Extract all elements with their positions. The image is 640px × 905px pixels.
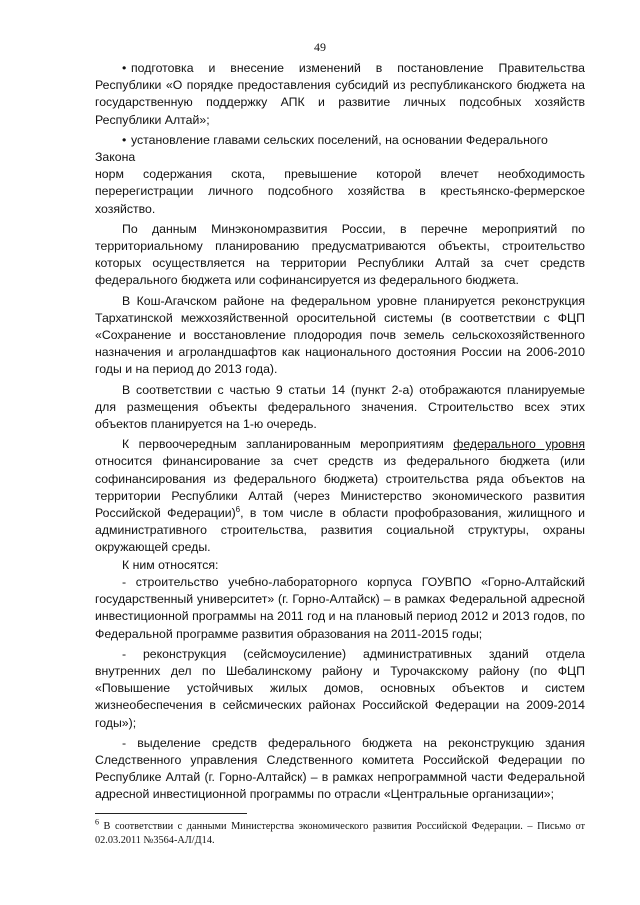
dash-item: - строительство учебно-лабораторного корпуса ГОУВПО «Горно-Алтайский государственный университет» (г. Горно-Алтайск) – в рамках Федеральной адресной инвестиционной программы на 2011 год и на плановый период 2012 и 2013 годов, по Федеральной программе развития образования на 2011-2015 годы; [95,574,585,641]
footnote [95,817,585,847]
paragraph: В соответствии с частью 9 статьи 14 (пункт 2-а) отображаются планируемые для размещения объекты федерального значения. Строительство всех этих объектов планируется на 1-ю очередь. [95,382,585,432]
dash-item: - реконструкция (сейсмоусиление) административных зданий отдела внутренних дел по Шебалинскому району и Турочакскому району (по ФЦП «Повышение устойчивых жилых домов, основных объектов и систем жизнеобеспечения в сейсмических районах Российской Федерации на 2009-2014 годы»); [95,646,585,730]
bullet-item [95,60,585,129]
paragraph: По данным Минэкономразвития России, в перечне мероприятий по территориальному планированию предусматриваются объекты, строительство которых осуществляется на территории Республики Алтай за счет средств федерального бюджета или софинансируется из федерального бюджета. [95,221,585,288]
paragraph-continuation: норм содержания скота, превышение которой влечет необходимость перерегистрации личного подсобного хозяйства в крестьянско-фермерское хозяйство. [95,167,585,216]
text-run: К первоочередным запланированным мероприятиям [122,437,454,452]
underlined-text: федерального уровня [453,437,585,452]
bullet-icon: • [122,61,127,75]
text-run: относится финансирование за счет средств из федерального бюджета (или софинансирования из федерального бюджета) строительства ряда объектов на территории Республики Алтай (через Министерство экономического развития Российской Федерации) [95,454,585,521]
paragraph [95,436,585,556]
document-body [95,60,585,804]
bullet-item [95,132,585,166]
text-run: , в том числе в области профобразования, жилищного и административного строительства, развития социальной структуры, охраны окружающей среды. [95,506,585,555]
footnote-separator [95,813,247,814]
footnote-reference: 6 [235,504,241,514]
page-number: 49 [314,40,326,54]
footnote-text: В соответствии с данными Министерства экономического развития Российской Федерации. – Письмо от 02.03.2011 №3564-АЛ/Д14. [95,821,585,846]
dash-item: - выделение средств федерального бюджета на реконструкцию здания Следственного управления Следственного комитета Российской Федерации по Республике Алтай (г. Горно-Алтайск) – в рамках непрограммной части Федеральной адресной инвестиционной программы по отрасли «Центральные организации»; [95,735,585,802]
bullet-text: установление главами сельских поселений, на основании Федерального Закона [95,132,548,165]
footnote-mark: 6 [95,817,99,827]
bullet-text: подготовка и внесение изменений в постановление Правительства Республики «О порядке предоставления субсидий из республиканского бюджета на государственную поддержку АПК и развитие личных подсобных хозяйств Республики Алтай»; [95,61,585,127]
paragraph: В Кош-Агачском районе на федеральном уровне планируется реконструкция Тархатинской межхозяйственной оросительной системы (в соответствии с ФЦП «Сохранение и восстановление плодородия почв земель сельскохозяйственного назначения и агроландшафтов как национального достояния России на 2006-2010 годы и на период до 2013 года). [95,293,585,377]
bullet-icon: • [122,132,127,147]
paragraph: К ним относятся: [122,557,219,572]
